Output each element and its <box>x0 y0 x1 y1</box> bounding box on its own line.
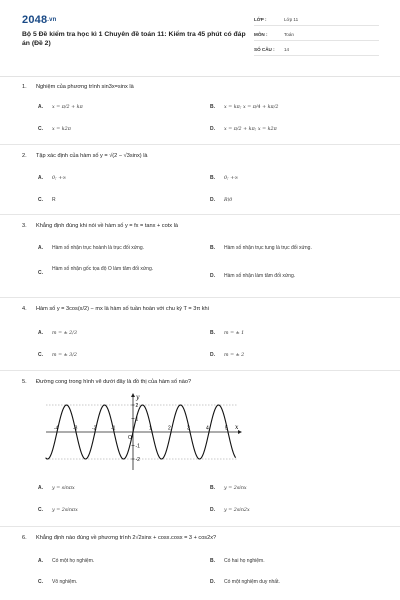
q4-option-b[interactable]: B. m = ± 1 <box>210 330 245 336</box>
graph-x-tick-label: -3 <box>73 425 78 432</box>
separator <box>0 370 400 371</box>
q3-option-b[interactable]: B. Hàm số nhận trục tung là trục đối xứng. <box>210 245 312 251</box>
q6-option-a[interactable]: A. Có một họ nghiệm. <box>38 558 95 564</box>
meta-subject <box>254 30 379 41</box>
graph-y-label: y <box>136 394 140 401</box>
q4-option-a[interactable]: A. m = ± 2/3 <box>38 330 77 336</box>
question-2: 2. Tập xác định của hàm số y = √(2 − √3sinx) là <box>22 153 148 159</box>
meta-count <box>254 45 379 56</box>
document-title: Bộ 5 Đề kiểm tra học kì 1 Chuyên đề toán 11: Kiểm tra 45 phút có đáp án (Đề 2) <box>22 31 246 47</box>
q2-option-b[interactable]: B. 0; +∞ <box>210 175 239 181</box>
q6-option-b[interactable]: B. Có hai họ nghiệm. <box>210 558 265 564</box>
question-5: 5. Đường cong trong hình vẽ dưới đây là đồ thị của hàm số nào? <box>22 379 192 385</box>
header-divider <box>0 76 400 77</box>
q3-option-d[interactable]: D. Hàm số nhận làm tâm đối xứng. <box>210 273 296 279</box>
meta-class-key: LỚP : <box>254 17 267 22</box>
q4-option-c[interactable]: C. m = ± 3/2 <box>38 352 77 358</box>
q5-option-c[interactable]: C. y = 2sinπx <box>38 507 78 513</box>
q2-option-a[interactable]: A. 0; +∞ <box>38 175 67 181</box>
graph-origin-label: O <box>128 435 132 441</box>
question-6: 6. Khẳng định nào đúng về phương trình 2√2sinx + cosx.cosx = 3 + cos2x? <box>22 535 217 541</box>
graph-x-tick-label: 4 <box>206 425 209 432</box>
site-logo[interactable]: 2048.vn <box>22 14 57 26</box>
question-3: 3. Khẳng định đúng khi nói về hàm số y = fx = tanx + cotx là <box>22 223 178 229</box>
graph-x-tick-label: -2 <box>92 425 97 432</box>
separator <box>0 144 400 145</box>
q1-option-a[interactable]: A. x = π/2 + kπ <box>38 104 83 110</box>
separator <box>0 297 400 298</box>
meta-class <box>254 15 379 26</box>
graph-x-tick-label: 1 <box>149 425 152 432</box>
q5-option-b[interactable]: B. y = 2sinx <box>210 485 247 491</box>
q1-option-d[interactable]: D. x = π/2 + kπ; x = k2π <box>210 126 277 132</box>
q2-option-c[interactable]: C. R <box>38 197 56 203</box>
meta-class-value: Lớp 11 <box>284 17 299 22</box>
q3-option-a[interactable]: A. Hàm số nhận trục hoành là trục đối xứng. <box>38 245 145 251</box>
graph-y-arrow <box>131 393 135 397</box>
graph-x-label: x <box>235 424 239 431</box>
q6-option-d[interactable]: D. Có một nghiệm duy nhất. <box>210 579 280 585</box>
separator <box>0 526 400 527</box>
question-1: 1. Nghiệm của phương trình sin3x=sinx là <box>22 84 134 90</box>
graph-y-tick-label: -2 <box>135 457 140 463</box>
q5-option-a[interactable]: A. y = sinπx <box>38 485 75 491</box>
graph-y-tick-label: -1 <box>135 443 140 450</box>
q1-option-c[interactable]: C. x = k2π <box>38 126 71 132</box>
graph-x-tick-label: -4 <box>54 425 59 432</box>
separator <box>0 214 400 215</box>
sine-graph <box>38 392 243 472</box>
meta-subject-value: Toán <box>284 32 294 37</box>
graph-y-tick-label: 2 <box>135 403 139 409</box>
question-4: 4. Hàm số y = 3cos(x/2) − mx là hàm số tuần hoàn với chu kỳ T = 3π khi <box>22 306 209 312</box>
meta-count-key: SỐ CÂU : <box>254 47 275 52</box>
graph-x-tick-label: -1 <box>111 425 116 432</box>
graph-x-tick-label: 2 <box>168 425 171 432</box>
exam-header <box>0 0 400 70</box>
meta-count-value: 14 <box>284 47 290 52</box>
q6-option-c[interactable]: C. Vô nghiệm. <box>38 579 78 585</box>
graph-x-tick-label: 5 <box>225 425 228 432</box>
q3-option-c[interactable]: C. Hàm số nhận gốc tọa độ O làm tâm đối xứng. <box>38 266 154 276</box>
graph-x-arrow <box>238 430 242 434</box>
graph-y-tick-label: 1 <box>135 416 139 423</box>
q2-option-d[interactable]: D. R\0 <box>210 197 233 203</box>
meta-subject-key: MÔN : <box>254 32 268 37</box>
q4-option-d[interactable]: D. m = ± 2 <box>210 352 245 358</box>
q5-option-d[interactable]: D. y = 2sin2x <box>210 507 250 513</box>
q1-option-b[interactable]: B. x = kπ; x = π/4 + kπ/2 <box>210 104 279 110</box>
graph-x-tick-label: 3 <box>187 425 190 432</box>
